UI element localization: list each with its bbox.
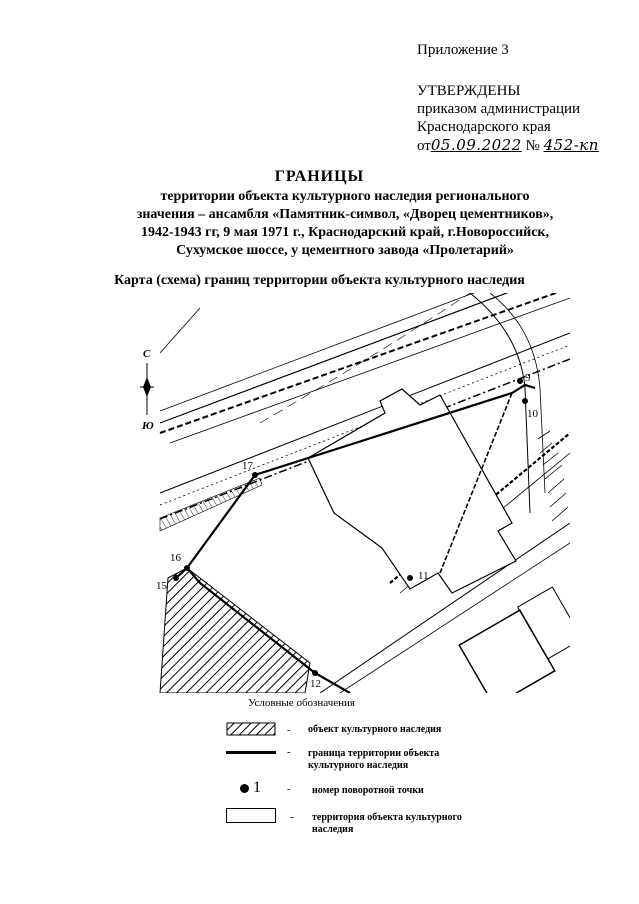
point-label-17: 17 bbox=[242, 460, 253, 472]
point-label-16: 16 bbox=[170, 552, 181, 564]
lower-structure bbox=[459, 610, 555, 693]
legend-territory-swatch bbox=[226, 808, 276, 823]
compass-north: С bbox=[143, 348, 151, 360]
legend-line-swatch bbox=[226, 751, 276, 754]
point-label-9: 9 bbox=[525, 372, 531, 384]
heritage-object-hatched bbox=[160, 568, 310, 693]
compass-south: Ю bbox=[142, 420, 154, 432]
legend-text: граница территории объекта bbox=[308, 748, 440, 759]
approval-block bbox=[417, 82, 599, 155]
compass-icon bbox=[140, 348, 154, 432]
building-footprint bbox=[308, 389, 516, 593]
legend-text: территория объекта культурного bbox=[312, 812, 462, 823]
legend-title: Условные обозначения bbox=[248, 697, 355, 709]
boundary-map bbox=[140, 293, 570, 693]
legend-hatch-swatch bbox=[226, 722, 276, 736]
subtitle-line: Сухумское шоссе, у цементного завода «Пролетарий» bbox=[176, 243, 514, 258]
order-number: 452-кп bbox=[543, 136, 599, 154]
point-dot-icon bbox=[240, 784, 249, 793]
point-label-15: 15 bbox=[156, 580, 167, 592]
subtitle-line: значения – ансамбля «Памятник-символ, «Дворец цементников», bbox=[136, 207, 554, 222]
approved-title: УТВЕРЖДЕНЫ bbox=[417, 83, 521, 99]
map-drawing bbox=[140, 293, 570, 693]
legend-dash: - bbox=[287, 783, 291, 795]
subtitle-line: территории объекта культурного наследия регионального bbox=[160, 189, 530, 204]
legend-point-number: 1 bbox=[253, 779, 261, 796]
point-label-11: 11 bbox=[418, 570, 429, 582]
map-title: Карта (схема) границ территории объекта культурного наследия bbox=[114, 273, 525, 288]
document-subtitle bbox=[110, 188, 580, 260]
order-line bbox=[417, 136, 599, 155]
legend-item-point-number bbox=[312, 785, 424, 797]
approved-by-line2: Краснодарского края bbox=[417, 119, 551, 135]
legend-text: объект культурного наследия bbox=[308, 724, 442, 735]
order-date: 05.09.2022 bbox=[430, 136, 522, 154]
subtitle-line: 1942-1943 гг, 9 мая 1971 г., Краснодарский край, г.Новороссийск, bbox=[140, 225, 550, 240]
legend-item-heritage-object bbox=[308, 724, 441, 736]
legend-item-territory bbox=[312, 812, 462, 836]
legend-text: номер поворотной точки bbox=[312, 785, 424, 796]
appendix-number: Приложение 3 bbox=[417, 42, 509, 58]
order-prefix: от bbox=[417, 138, 431, 154]
legend-item-boundary bbox=[308, 748, 439, 772]
document-title: ГРАНИЦЫ bbox=[274, 168, 365, 185]
legend-text: культурного наследия bbox=[308, 760, 409, 771]
order-no-label: № bbox=[525, 138, 540, 154]
legend-dash: - bbox=[287, 746, 291, 758]
legend-point-symbol bbox=[240, 779, 261, 797]
heritage-strip-hatched bbox=[160, 478, 262, 531]
point-label-12: 12 bbox=[310, 678, 321, 690]
approved-by-line1: приказом администрации bbox=[417, 101, 581, 117]
legend-text: наследия bbox=[312, 824, 354, 835]
legend-dash: - bbox=[290, 811, 294, 823]
legend-dash: - bbox=[287, 724, 291, 736]
point-label-10: 10 bbox=[527, 408, 538, 420]
